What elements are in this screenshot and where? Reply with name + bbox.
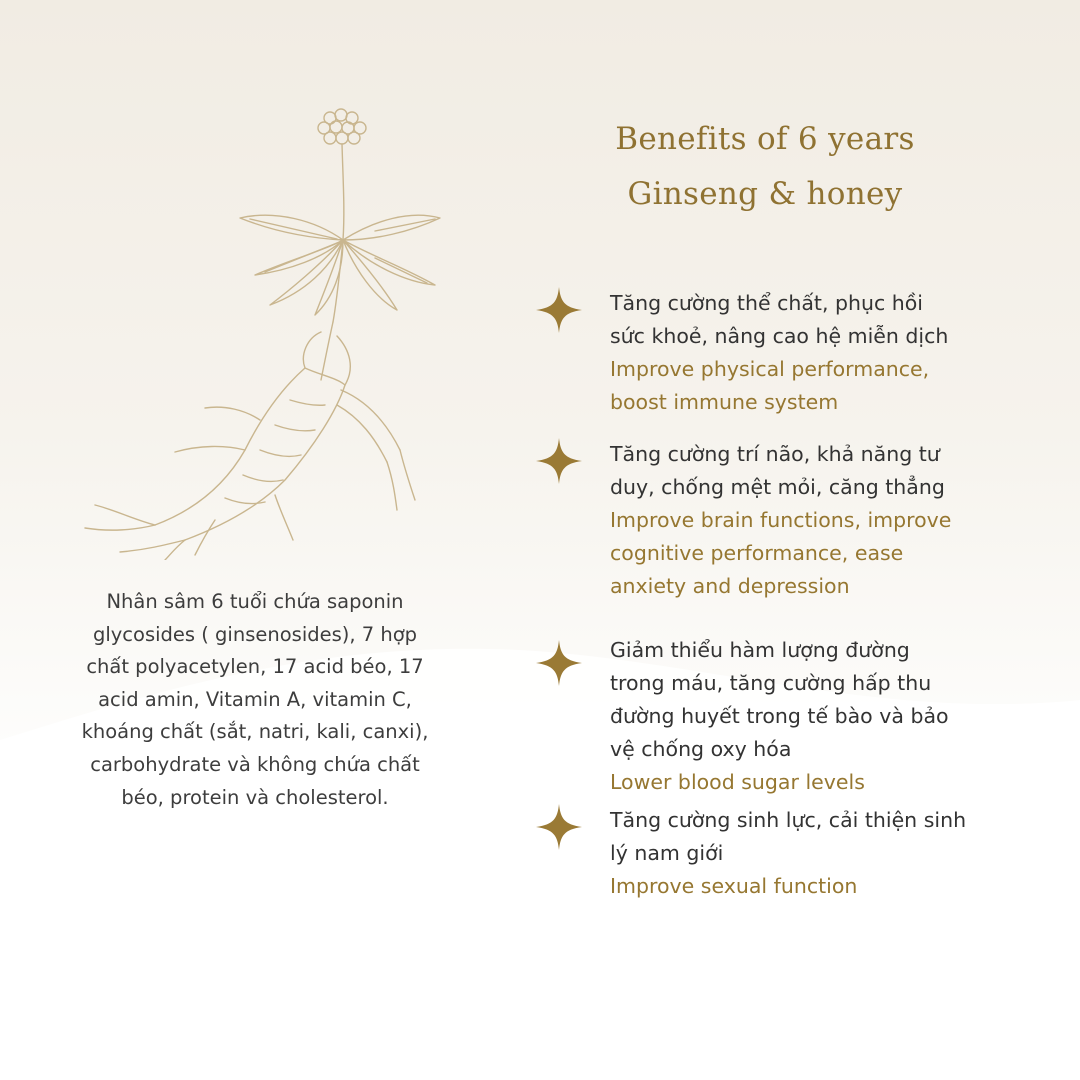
benefit-vi-line: Tăng cường thể chất, phục hồi [610,291,924,315]
benefit-vi-line: đường huyết trong tế bào và bảo [610,704,949,728]
benefit-vi-line: duy, chống mệt mỏi, căng thẳng [610,475,945,499]
benefit-vi-line: Tăng cường sinh lực, cải thiện sinh [610,808,967,832]
sparkle-star-icon [536,287,582,333]
benefit-en-line: Improve brain functions, improve [610,508,952,532]
benefit-en-line: boost immune system [610,390,839,414]
benefit-vi-line: lý nam giới [610,841,724,865]
benefit-vi-line: trong máu, tăng cường hấp thu [610,671,932,695]
ginseng-plant-illustration [75,100,455,560]
title-line-1: Benefits of 6 years [615,121,915,157]
sparkle-star-icon [536,640,582,686]
benefit-en-line: Improve sexual function [610,874,858,898]
benefit-vi-line: vệ chống oxy hóa [610,737,792,761]
title-line-2: Ginseng & honey [627,176,903,212]
ginseng-description: Nhân sâm 6 tuổi chứa saponin glycosides ( ginsenosides), 7 hợp chất polyacetylen, 17 acid béo, 17 acid amin, Vitamin A, vitamin C, khoáng chất (sắt, natri, kali, canxi), carbohydrate và không chứa chất béo, protein và cholesterol. [81,590,429,809]
benefit-en-line: Improve physical performance, [610,357,930,381]
benefit-vi-line: Giảm thiểu hàm lượng đường [610,638,910,662]
sparkle-star-icon [536,438,582,484]
sparkle-star-icon [536,804,582,850]
benefit-en-line: Lower blood sugar levels [610,770,865,794]
benefit-vi-line: sức khoẻ, nâng cao hệ miễn dịch [610,324,949,348]
benefit-en-line: cognitive performance, ease [610,541,904,565]
benefit-vi-line: Tăng cường trí não, khả năng tư [610,442,940,466]
page-title [560,112,970,222]
benefit-en-line: anxiety and depression [610,574,850,598]
